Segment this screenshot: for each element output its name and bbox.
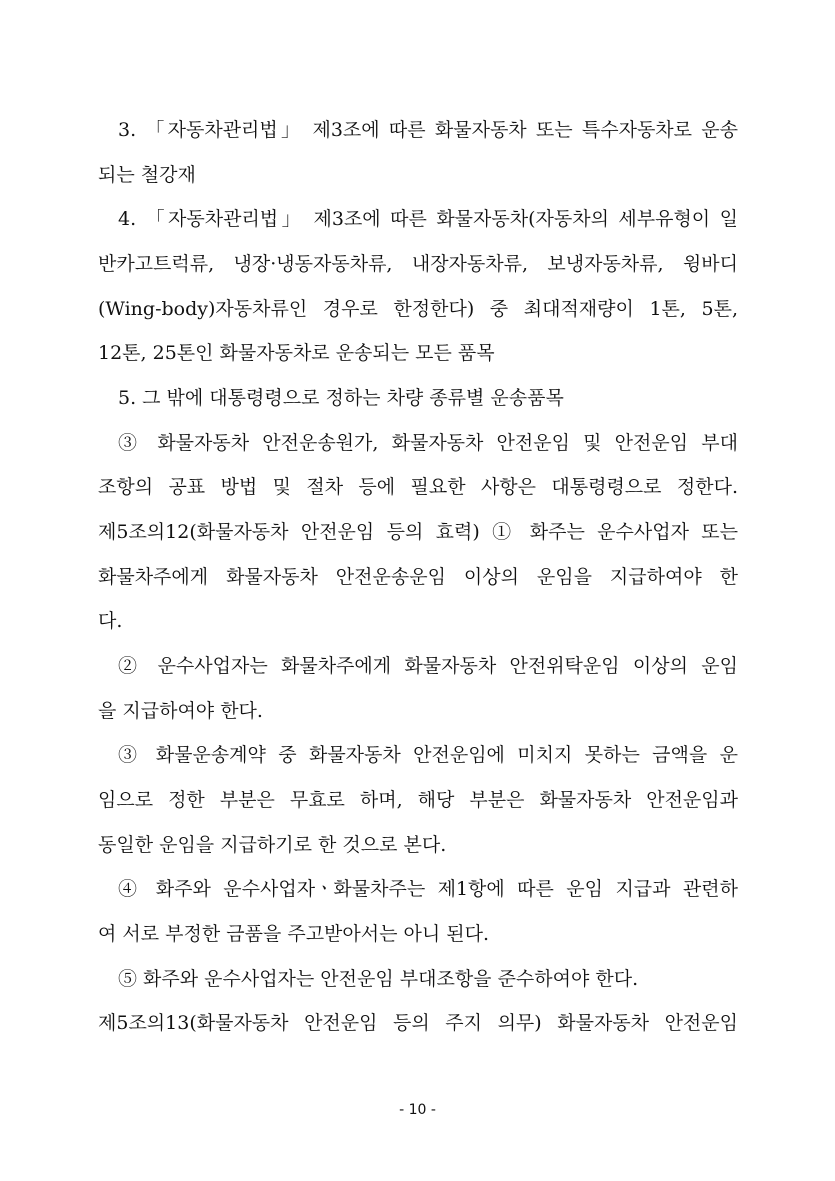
text-line-8: ③ 화물자동차 안전운송원가, 화물자동차 안전운임 및 안전운임 부대 (118, 432, 738, 454)
text-line-12: 다. (98, 610, 123, 632)
text-line-11: 화물차주에게 화물자동차 안전운송운임 이상의 운임을 지급하여야 한 (98, 566, 738, 588)
text-line-17: 동일한 운임을 지급하기로 한 것으로 본다. (98, 834, 447, 856)
text-line-2: 되는 철강재 (98, 164, 196, 186)
text-line-3: 4. 「자동차관리법」 제3조에 따른 화물자동차(자동차의 세부유형이 일 (118, 208, 738, 230)
page-number: - 10 - (399, 1102, 436, 1118)
text-line-18: ④ 화주와 운수사업자ㆍ화물차주는 제1항에 따른 운임 지급과 관련하 (118, 878, 738, 900)
text-line-15: ③ 화물운송계약 중 화물자동차 안전운임에 미치지 못하는 금액을 운 (118, 744, 738, 766)
text-line-10: 제5조의12(화물자동차 안전운임 등의 효력) ① 화주는 운수사업자 또는 (98, 521, 738, 543)
text-line-21: 제5조의13(화물자동차 안전운임 등의 주지 의무) 화물자동차 안전운임 (98, 1012, 738, 1034)
text-line-4: 반카고트럭류, 냉장·냉동자동차류, 내장자동차류, 보냉자동차류, 윙바디 (98, 253, 738, 275)
text-line-5: (Wing-body)자동차류인 경우로 한정한다) 중 최대적재량이 1톤, 5톤, (98, 298, 738, 320)
text-line-7: 5. 그 밖에 대통령령으로 정하는 차량 종류별 운송품목 (118, 387, 564, 409)
text-line-14: 을 지급하여야 한다. (98, 700, 263, 722)
text-line-1: 3. 「자동차관리법」 제3조에 따른 화물자동차 또는 특수자동차로 운송 (118, 119, 738, 141)
text-line-9: 조항의 공표 방법 및 절차 등에 필요한 사항은 대통령령으로 정한다. (98, 476, 738, 498)
text-line-6: 12톤, 25톤인 화물자동차로 운송되는 모든 품목 (98, 342, 495, 364)
text-line-16: 임으로 정한 부분은 무효로 하며, 해당 부분은 화물자동차 안전운임과 (98, 789, 738, 811)
text-line-13: ② 운수사업자는 화물차주에게 화물자동차 안전위탁운임 이상의 운임 (118, 655, 738, 677)
text-line-20: ⑤ 화주와 운수사업자는 안전운임 부대조항을 준수하여야 한다. (118, 968, 639, 990)
text-line-19: 여 서로 부정한 금품을 주고받아서는 아니 된다. (98, 923, 490, 945)
